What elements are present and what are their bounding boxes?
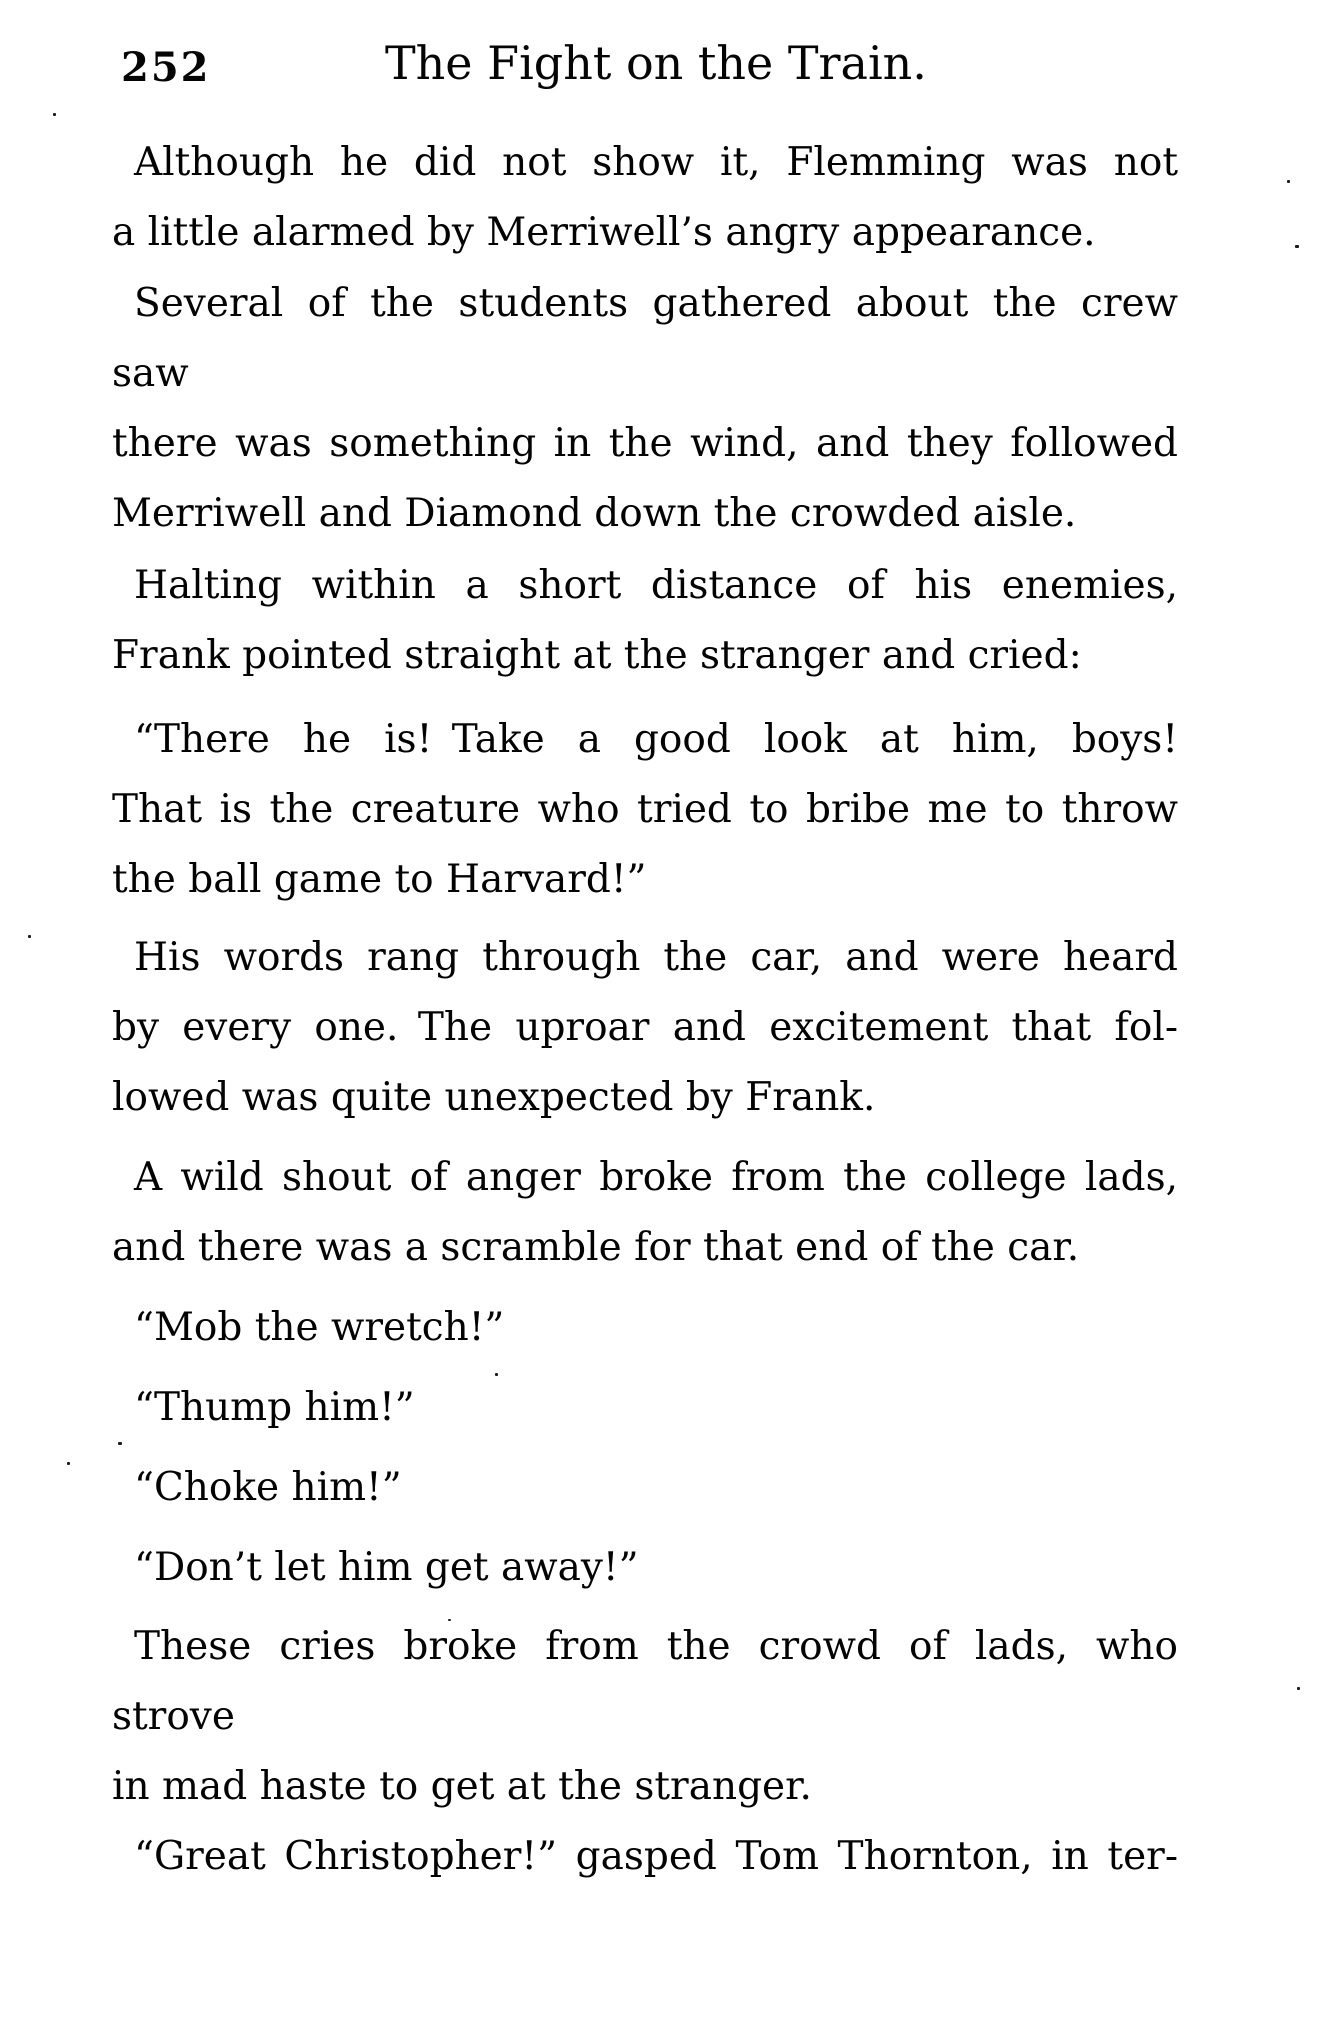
text-line: “Don’t let him get away!”	[134, 1545, 639, 1590]
text-line: “Choke him!”	[134, 1465, 402, 1510]
text-line: Several of the students gathered about the crew saw	[112, 281, 1178, 396]
paragraph	[112, 1143, 1178, 1283]
text-line: “Mob the wretch!”	[134, 1305, 505, 1350]
paragraph	[112, 551, 1178, 691]
paragraph	[112, 1822, 1178, 1892]
text-line: Frank pointed straight at the stranger and cried:	[112, 633, 1082, 678]
scan-speck	[1295, 245, 1299, 248]
scan-speck	[1287, 180, 1290, 183]
text-line: Although he did not show it, Flemming was not	[134, 140, 1178, 185]
text-line: there was something in the wind, and they followed	[112, 421, 1178, 466]
text-line: a little alarmed by Merriwell’s angry appearance.	[112, 210, 1096, 255]
paragraph	[112, 128, 1178, 268]
paragraph	[112, 269, 1178, 549]
text-line: A wild shout of anger broke from the college lads,	[134, 1155, 1178, 1200]
paragraph	[112, 1293, 1178, 1363]
text-line: by every one. The uproar and excitement that fol-	[112, 1005, 1178, 1050]
scan-speck	[495, 1373, 498, 1376]
scan-speck	[448, 1619, 451, 1621]
text-line: That is the creature who tried to bribe me to throw	[112, 787, 1178, 832]
text-line: and there was a scramble for that end of the car.	[112, 1225, 1080, 1270]
scan-speck	[67, 1462, 70, 1465]
text-line: His words rang through the car, and were heard	[134, 935, 1178, 980]
text-line: “There he is! Take a good look at him, boys!	[134, 717, 1178, 762]
body-text	[112, 128, 1178, 1902]
text-line: lowed was quite unexpected by Frank.	[112, 1075, 876, 1120]
text-line: “Thump him!”	[134, 1385, 415, 1430]
paragraph	[112, 1373, 1178, 1443]
text-line: “Great Christopher!” gasped Tom Thornton, in ter-	[134, 1834, 1178, 1879]
scan-speck	[28, 935, 31, 938]
scan-speck	[1297, 1687, 1300, 1690]
page-number: 252	[121, 44, 211, 91]
scan-speck	[53, 113, 56, 116]
paragraph	[112, 705, 1178, 915]
text-line: These cries broke from the crowd of lads, who strove	[112, 1624, 1178, 1739]
text-line: Merriwell and Diamond down the crowded aisle.	[112, 491, 1077, 536]
text-line: Halting within a short distance of his enemies,	[134, 563, 1178, 608]
paragraph	[112, 1453, 1178, 1523]
text-line: in mad haste to get at the stranger.	[112, 1764, 812, 1809]
paragraph	[112, 1533, 1178, 1603]
scan-speck	[118, 1442, 122, 1445]
text-line: the ball game to Harvard!”	[112, 857, 647, 902]
running-header-title: The Fight on the Train.	[385, 36, 927, 90]
paragraph	[112, 1612, 1178, 1822]
paragraph	[112, 923, 1178, 1133]
